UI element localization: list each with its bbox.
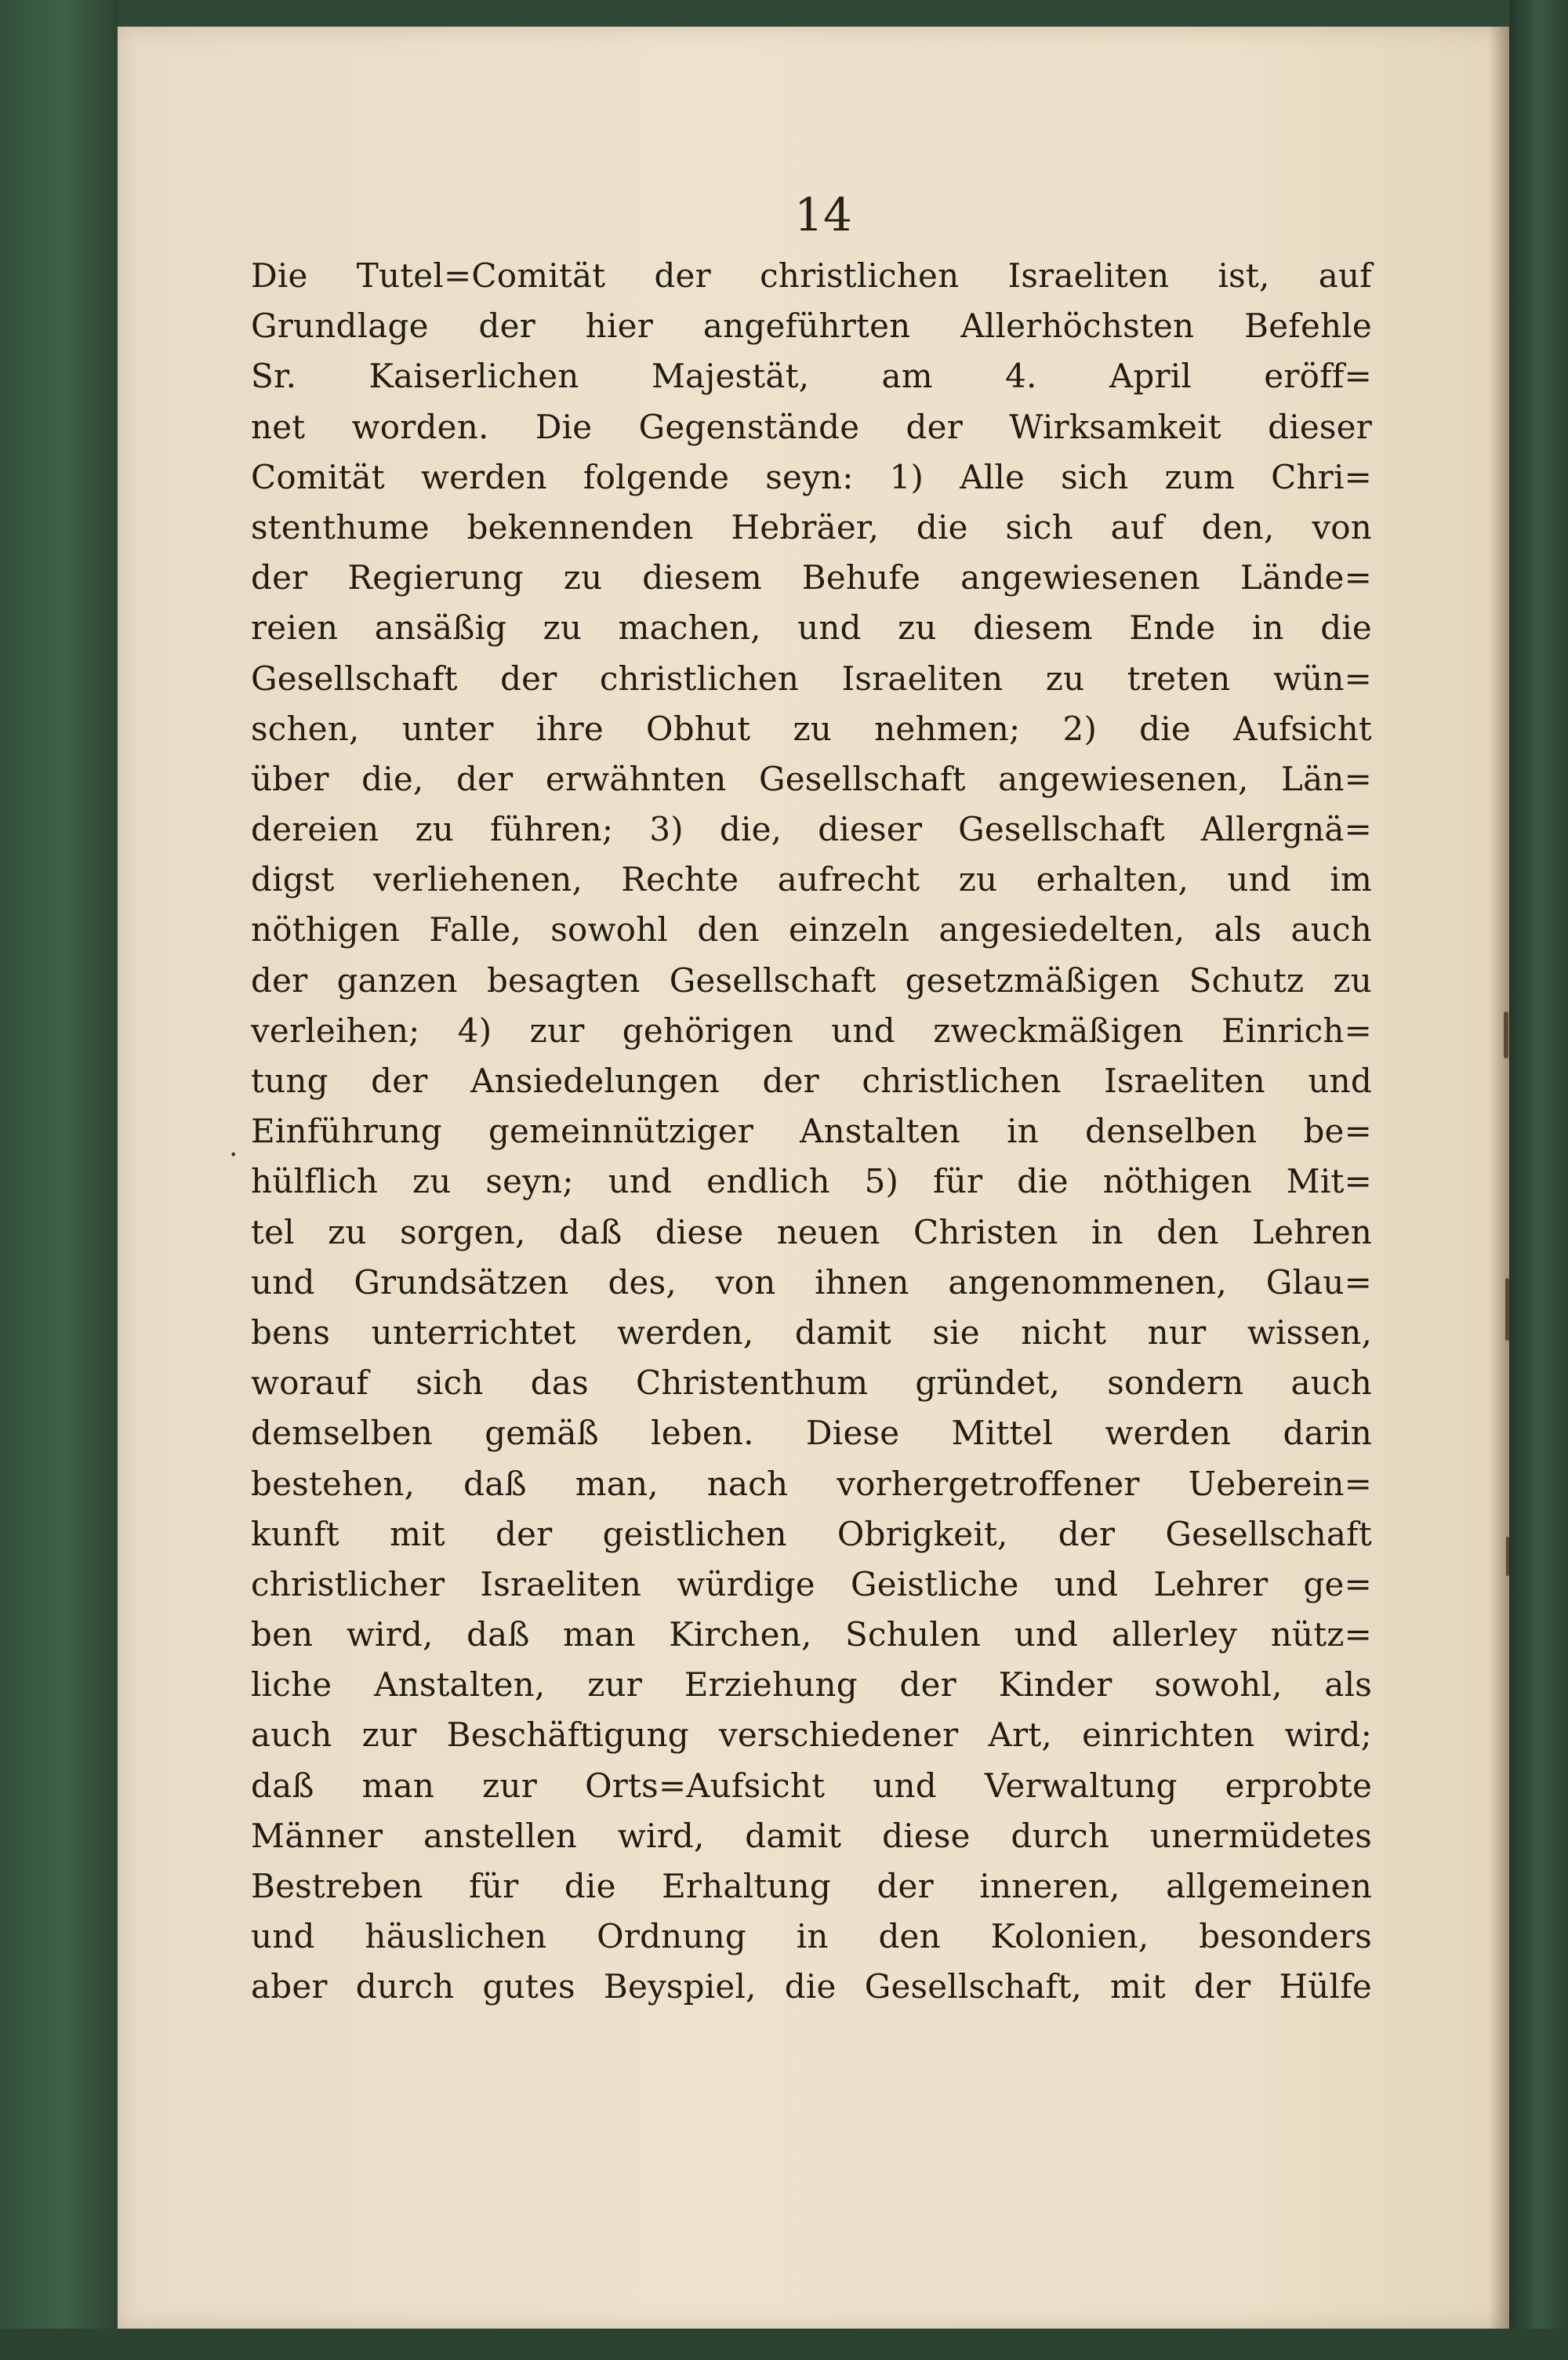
text-line: stenthume bekennenden Hebräer, die sich auf den, von [251, 507, 1372, 546]
text-line: Einführung gemeinnütziger Anstalten in denselben be= [251, 1112, 1372, 1151]
text-line: worauf sich das Christenthum gründet, sondern auch [251, 1363, 1372, 1403]
text-line: daß man zur Orts=Aufsicht und Verwaltung erprobte [251, 1766, 1372, 1805]
body-text [251, 251, 1372, 2013]
text-line: Männer anstellen wird, damit diese durch unermüdetes [251, 1816, 1372, 1855]
margin-edge-mark [1505, 1278, 1509, 1341]
text-line: der ganzen besagten Gesellschaft gesetzmäßigen Schutz zu [251, 960, 1372, 1000]
margin-dot: · [229, 1139, 238, 1171]
text-line: hülflich zu seyn; und endlich 5) für die nöthigen Mit= [251, 1162, 1372, 1201]
text-line: dereien zu führen; 3) die, dieser Gesellschaft Allergnä= [251, 810, 1372, 849]
text-line: Gesellschaft der christlichen Israeliten zu treten wün= [251, 659, 1372, 698]
text-line: liche Anstalten, zur Erziehung der Kinder sowohl, als [251, 1665, 1372, 1705]
text-line: schen, unter ihre Obhut zu nehmen; 2) die Aufsicht [251, 709, 1372, 748]
text-line: kunft mit der geistlichen Obrigkeit, der Gesellschaft [251, 1514, 1372, 1553]
binding-bottom-edge [0, 2329, 1568, 2360]
text-line: aber durch gutes Beyspiel, die Gesellschaft, mit der Hülfe [251, 1967, 1372, 2006]
margin-edge-mark [1504, 1011, 1508, 1058]
text-line: und Grundsätzen des, von ihnen angenommenen, Glau= [251, 1262, 1372, 1302]
text-line: bens unterrichtet werden, damit sie nicht nur wissen, [251, 1313, 1372, 1352]
text-line: auch zur Beschäftigung verschiedener Art, einrichten wird; [251, 1716, 1372, 1755]
text-line: demselben gemäß leben. Diese Mittel werden darin [251, 1414, 1372, 1453]
text-line: der Regierung zu diesem Behufe angewiesenen Lände= [251, 558, 1372, 597]
binding-top-edge [0, 0, 1568, 27]
text-line: Comität werden folgende seyn: 1) Alle sich zum Chri= [251, 457, 1372, 496]
text-line: reien ansäßig zu machen, und zu diesem Ende in die [251, 608, 1372, 648]
text-line: und häuslichen Ordnung in den Kolonien, besonders [251, 1917, 1372, 1956]
margin-edge-mark [1506, 1537, 1509, 1576]
text-line: tung der Ansiedelungen der christlichen Israeliten und [251, 1062, 1372, 1100]
binding-left-edge [0, 0, 118, 2360]
text-line: Bestreben für die Erhaltung der inneren, allgemeinen [251, 1867, 1372, 1905]
text-line: christlicher Israeliten würdige Geistliche und Lehrer ge= [251, 1564, 1372, 1603]
text-line: bestehen, daß man, nach vorhergetroffener Ueberein= [251, 1464, 1372, 1503]
text-line: nöthigen Falle, sowohl den einzeln angesiedelten, als auch [251, 910, 1372, 949]
text-line: Die Tutel=Comität der christlichen Israeliten ist, auf [251, 256, 1372, 295]
text-line: Sr. Kaiserlichen Majestät, am 4. April eröff= [251, 357, 1372, 396]
text-line: net worden. Die Gegenstände der Wirksamkeit dieser [251, 407, 1372, 446]
page-gutter-shadow [1489, 27, 1509, 2329]
text-line: tel zu sorgen, daß diese neuen Christen in den Lehren [251, 1212, 1372, 1251]
text-line: ben wird, daß man Kirchen, Schulen und allerley nütz= [251, 1615, 1372, 1654]
text-line: über die, der erwähnten Gesellschaft angewiesenen, Län= [251, 759, 1372, 798]
binding-right-edge [1509, 0, 1568, 2360]
page-number: 14 [794, 188, 852, 241]
text-line: verleihen; 4) zur gehörigen und zweckmäßigen Einrich= [251, 1011, 1372, 1050]
text-line: Grundlage der hier angeführten Allerhöchsten Befehle [251, 307, 1372, 346]
text-line: digst verliehenen, Rechte aufrecht zu erhalten, und im [251, 860, 1372, 899]
